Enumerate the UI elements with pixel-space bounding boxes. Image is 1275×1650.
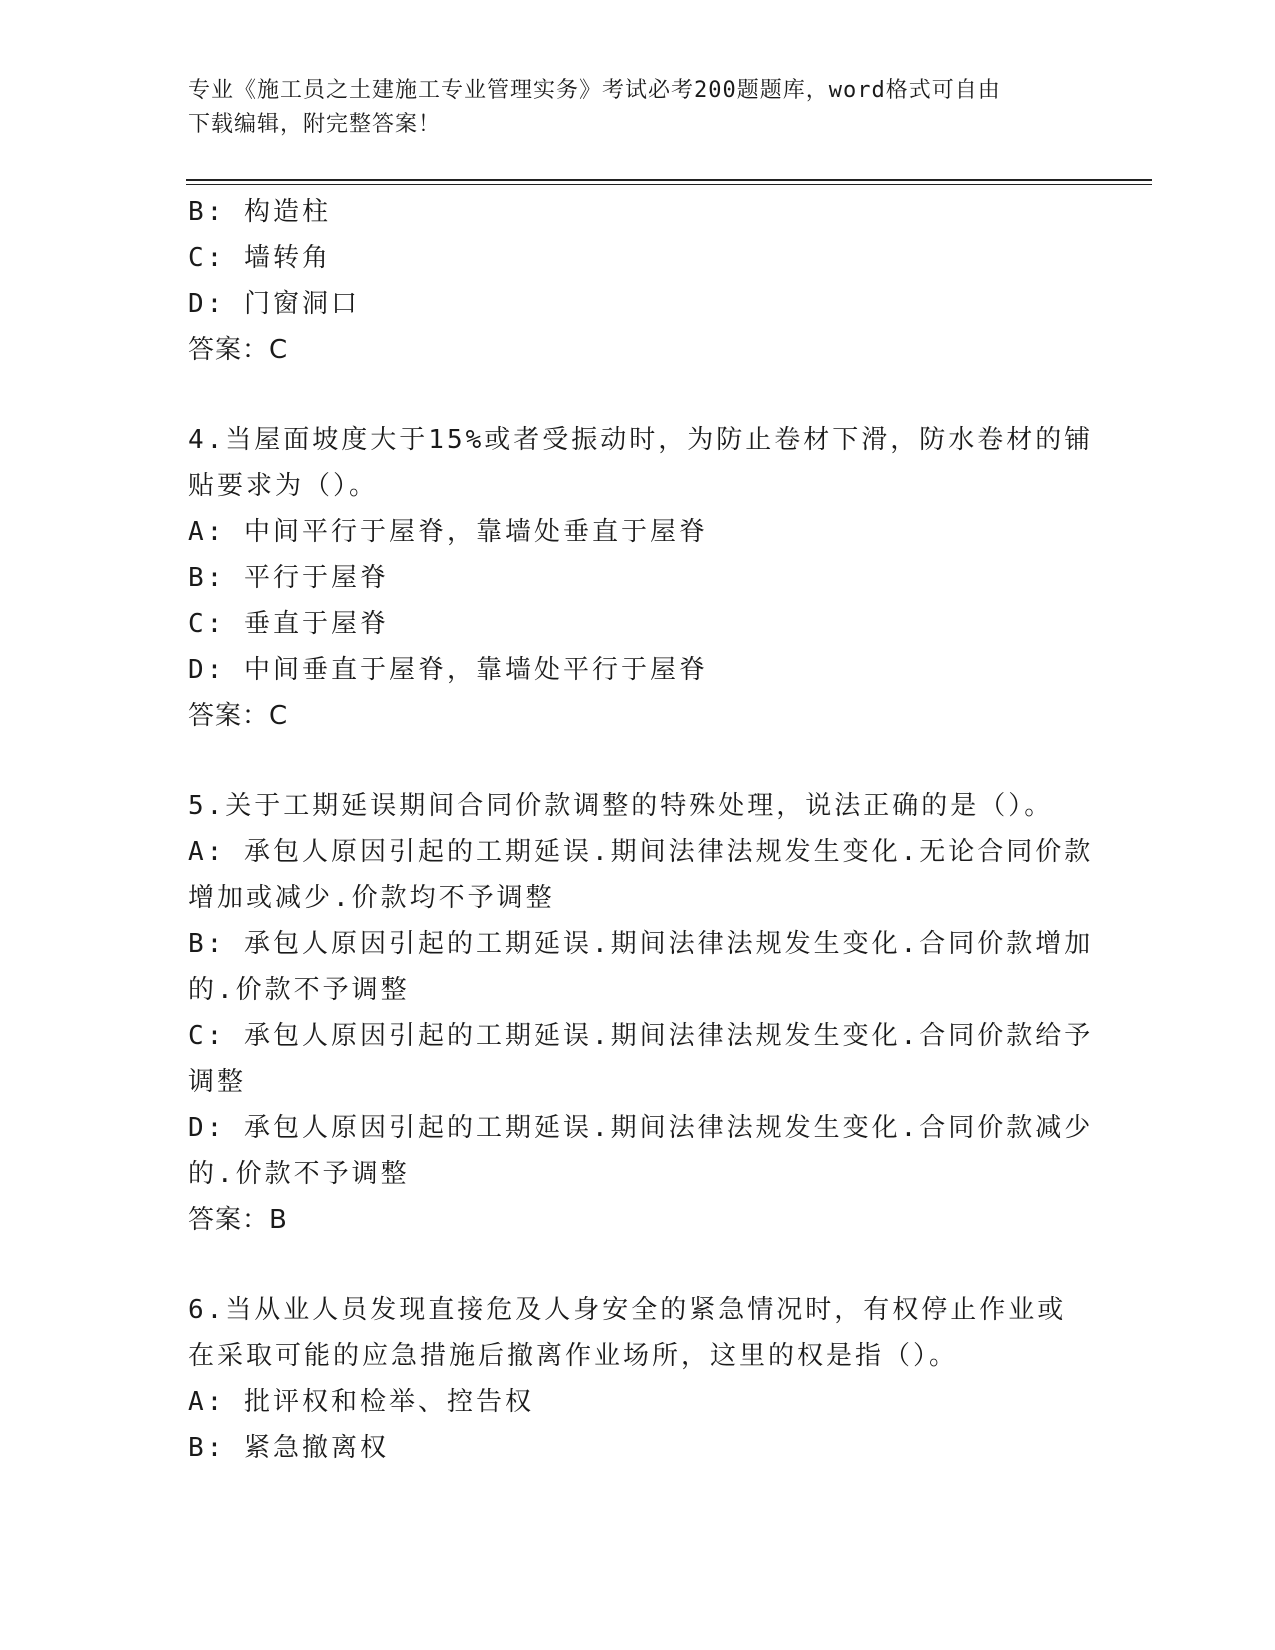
q6-stem-line-2: 在采取可能的应急措施后撤离作业场所，这里的权是指（）。: [188, 1341, 959, 1371]
q5-option-a-line-2: 增加或减少.价款均不予调整: [188, 883, 555, 913]
question-4: [188, 417, 1098, 739]
q5-option-c-line-1: C: 承包人原因引起的工期延误.期间法律法规发生变化.合同价款给予: [188, 1021, 1094, 1051]
q4-option-b: B: 平行于屋脊: [188, 563, 389, 593]
q4-stem-line-2: 贴要求为（）。: [188, 471, 379, 501]
header-line-1: 专业《施工员之土建施工专业管理实务》考试必考200题题库，word格式可自由: [188, 78, 1001, 103]
spacer: [188, 739, 1098, 783]
question-6: [188, 1287, 1098, 1471]
q3-answer: 答案：C: [188, 335, 289, 365]
question-5: [188, 783, 1098, 1243]
q5-option-a-line-1: A: 承包人原因引起的工期延误.期间法律法规发生变化.无论合同价款: [188, 837, 1094, 867]
spacer: [188, 1243, 1098, 1287]
q4-answer: 答案：C: [188, 701, 289, 731]
q5-option-c-line-2: 调整: [188, 1067, 247, 1097]
q3-option-c: C: 墙转角: [188, 243, 331, 273]
q4-stem-line-1: 4.当屋面坡度大于15%或者受振动时，为防止卷材下滑，防水卷材的铺: [188, 425, 1094, 455]
header-line-2: 下载编辑，附完整答案！: [188, 112, 442, 137]
header-rule-thick: [186, 179, 1152, 181]
q5-option-d-line-2: 的.价款不予调整: [188, 1159, 410, 1189]
q6-option-b: B: 紧急撤离权: [188, 1433, 389, 1463]
q5-option-b-line-1: B: 承包人原因引起的工期延误.期间法律法规发生变化.合同价款增加: [188, 929, 1094, 959]
q3-option-b: B: 构造柱: [188, 197, 331, 227]
q6-stem-line-1: 6.当从业人员发现直接危及人身安全的紧急情况时，有权停止作业或: [188, 1295, 1067, 1325]
q5-answer: 答案：B: [188, 1205, 288, 1235]
q4-option-d: D: 中间垂直于屋脊，靠墙处平行于屋脊: [188, 655, 708, 685]
page-header: [188, 74, 1068, 142]
q5-stem: 5.关于工期延误期间合同价款调整的特殊处理，说法正确的是（）。: [188, 791, 1054, 821]
q4-option-a: A: 中间平行于屋脊，靠墙处垂直于屋脊: [188, 517, 708, 547]
q6-option-a: A: 批评权和检举、控告权: [188, 1387, 534, 1417]
q4-option-c: C: 垂直于屋脊: [188, 609, 389, 639]
q5-option-b-line-2: 的.价款不予调整: [188, 975, 410, 1005]
spacer: [188, 373, 1098, 417]
header-rule-thin: [186, 184, 1152, 185]
document-body: [188, 189, 1098, 1471]
q3-option-d: D: 门窗洞口: [188, 289, 360, 319]
question-3-tail: [188, 189, 1098, 373]
q5-option-d-line-1: D: 承包人原因引起的工期延误.期间法律法规发生变化.合同价款减少: [188, 1113, 1094, 1143]
